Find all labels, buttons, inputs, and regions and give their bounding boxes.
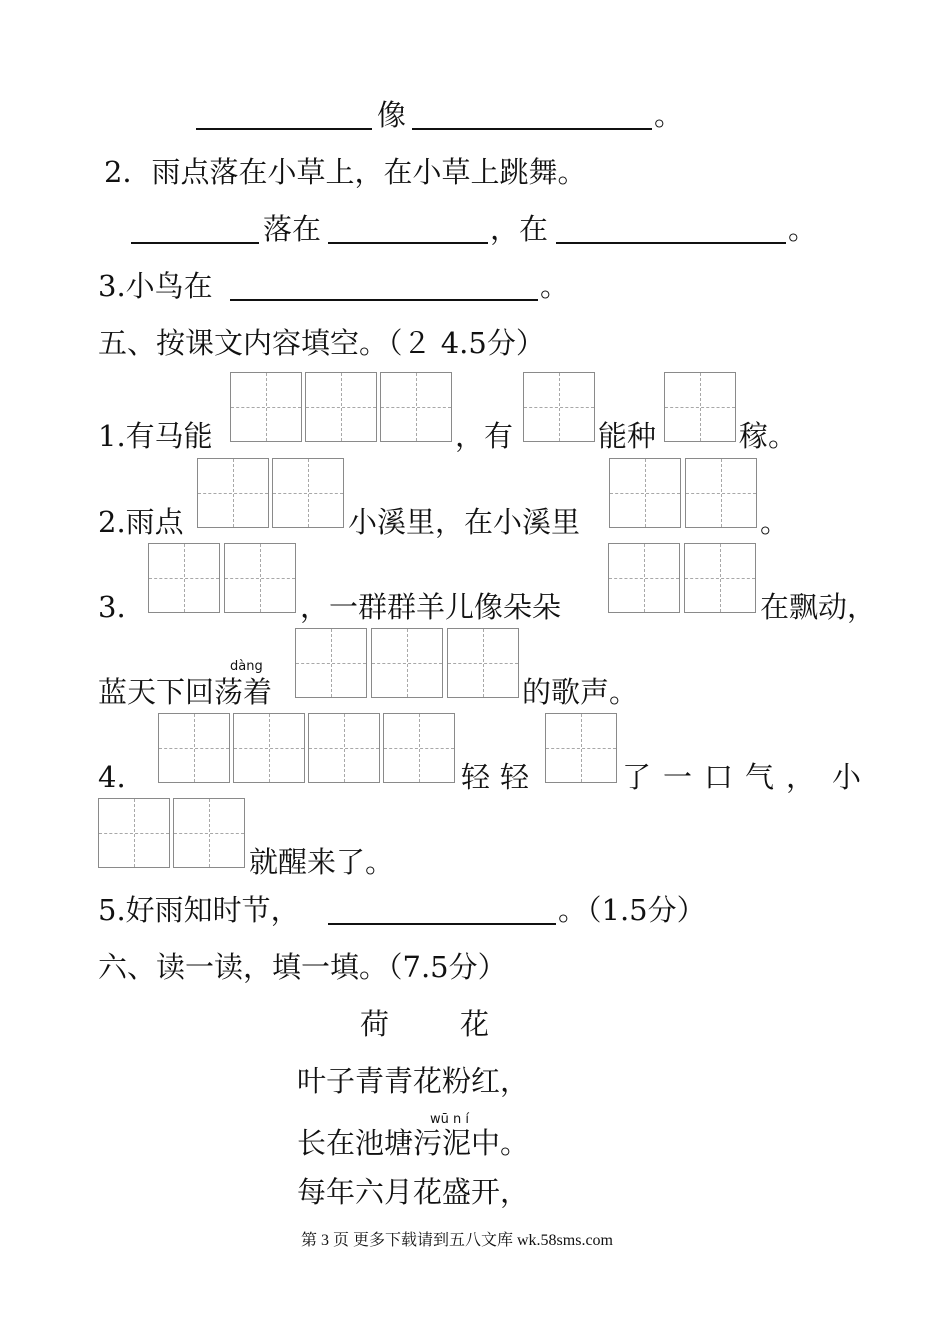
section-heading: 五、按课文内容填空。（２ 4.5分） [98,326,545,360]
sentence-text: 。（1.5分） [558,893,706,927]
character-box[interactable] [380,372,452,442]
sentence-text: 小溪里，在小溪里 [348,505,581,539]
sentence-text: 。 [540,269,570,303]
answer-blank[interactable] [328,242,488,244]
sentence-text: 像 [377,98,407,132]
character-box[interactable] [664,372,736,442]
poem-title: 荷 [360,1007,390,1041]
page-footer: 第 3 页 更多下载请到五八文库 wk.58sms.com [301,1232,614,1249]
character-box[interactable] [197,458,269,528]
answer-blank[interactable] [328,923,556,925]
sentence-text: 能种 [598,419,657,453]
sentence-text: 1.有马能 [98,419,213,453]
sentence-text: 的歌声。 [522,675,639,709]
answer-blank[interactable] [131,242,259,244]
character-box[interactable] [685,458,757,528]
character-box[interactable] [447,628,519,698]
poem-line: 叶子青青花粉红， [297,1064,530,1098]
character-box[interactable] [272,458,344,528]
answer-blank[interactable] [196,128,372,130]
answer-blank[interactable] [230,299,538,301]
poem-line: 每年六月花盛开， [297,1175,530,1209]
pinyin-annotation: dàng [230,659,263,674]
character-box[interactable] [523,372,595,442]
poem-line: 长在池塘污泥中。 [297,1126,530,1160]
sentence-text: 。 [654,98,684,132]
sentence-text: 5.好雨知时节， [98,893,300,927]
character-box[interactable] [233,713,305,783]
answer-blank[interactable] [412,128,652,130]
sentence-text: 。 [788,212,818,246]
sentence-text: 2.雨点 [98,505,184,539]
character-box[interactable] [684,543,756,613]
section-heading: 六、读一读，填一填。（7.5分） [98,950,507,984]
sentence-text: 4. [98,760,126,794]
character-box[interactable] [158,713,230,783]
sentence-text: 了一口气， [622,760,828,794]
poem-title: 花 [460,1007,490,1041]
character-box[interactable] [609,458,681,528]
pinyin-annotation: wū n í [430,1112,469,1127]
sentence-text: 在飘动， [760,590,877,624]
character-box[interactable] [371,628,443,698]
sentence-text: 蓝天下回荡着 [98,675,273,709]
sentence-text: 。 [760,505,790,539]
character-box[interactable] [305,372,377,442]
sentence-text: 轻轻 [461,760,540,794]
character-box[interactable] [308,713,380,783]
character-box[interactable] [230,372,302,442]
sentence-text: 小 [832,760,862,794]
character-box[interactable] [98,798,170,868]
sentence-text: ，一群群羊儿像朵朵 [300,590,562,624]
character-box[interactable] [224,543,296,613]
character-box[interactable] [295,628,367,698]
sentence-text: 2．雨点落在小草上，在小草上跳舞。 [104,155,587,189]
sentence-text: ，在 [490,212,549,246]
character-box[interactable] [148,543,220,613]
sentence-text: 就醒来了。 [249,845,395,879]
character-box[interactable] [545,713,617,783]
sentence-text: 3.小鸟在 [98,269,213,303]
sentence-text: 3. [98,590,126,624]
sentence-text: ，有 [455,419,514,453]
sentence-text: 落在 [263,212,322,246]
sentence-text: 稼。 [739,419,798,453]
character-box[interactable] [173,798,245,868]
character-box[interactable] [608,543,680,613]
answer-blank[interactable] [556,242,786,244]
character-box[interactable] [383,713,455,783]
